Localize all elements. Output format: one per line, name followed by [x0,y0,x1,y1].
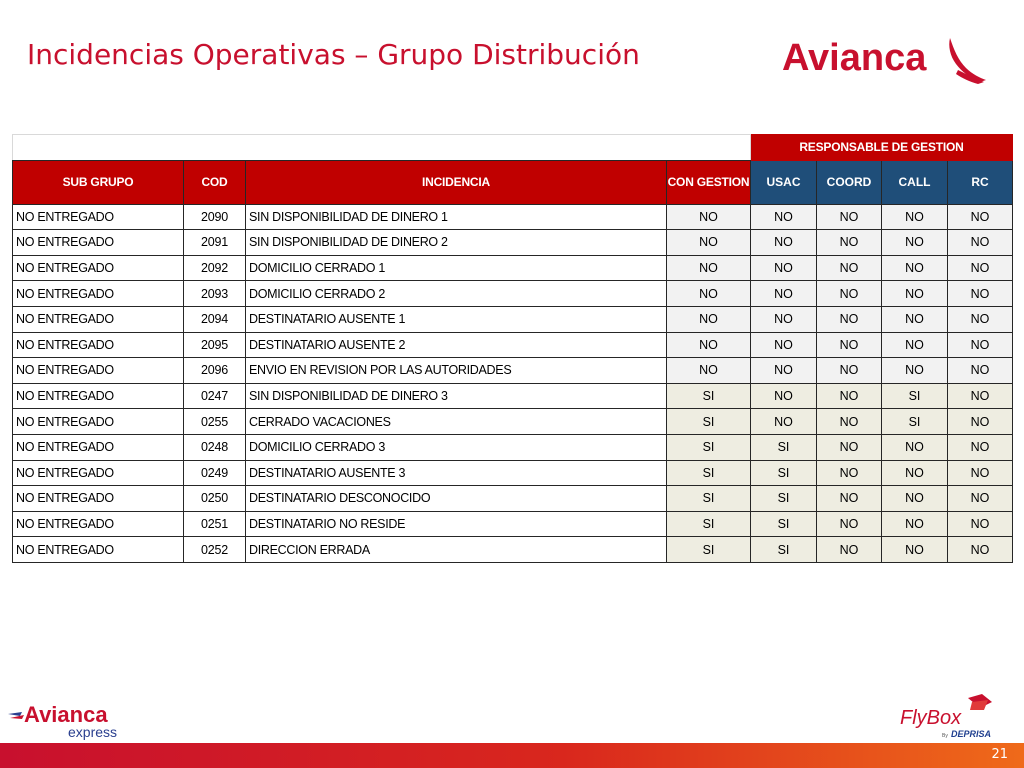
cell-incidencia: SIN DISPONIBILIDAD DE DINERO 3 [246,383,667,409]
cell-rc: NO [948,255,1013,281]
page-number: 21 [991,747,1008,762]
cell-con-gestion: NO [667,255,751,281]
cell-con-gestion: SI [667,383,751,409]
cell-sub-grupo: NO ENTREGADO [13,537,184,563]
cell-coord: NO [817,537,882,563]
cell-rc: NO [948,332,1013,358]
table-row [13,511,1013,537]
incidences-table-container [12,134,1013,563]
cell-call: NO [882,306,948,332]
cell-incidencia: CERRADO VACACIONES [246,409,667,435]
cell-sub-grupo: NO ENTREGADO [13,204,184,230]
express-wing-red-icon [10,715,24,719]
cell-usac: NO [751,204,817,230]
cell-con-gestion: NO [667,281,751,307]
cell-call: NO [882,332,948,358]
cell-rc: NO [948,460,1013,486]
cell-rc: NO [948,486,1013,512]
cell-coord: NO [817,511,882,537]
cell-usac: SI [751,434,817,460]
cell-coord: NO [817,460,882,486]
cell-con-gestion: SI [667,409,751,435]
avianca-express-logo [6,700,136,742]
footer-bar [0,743,1024,768]
cell-usac: NO [751,255,817,281]
cell-rc: NO [948,511,1013,537]
cell-call: NO [882,537,948,563]
deprisa-text: DEPRISA [951,729,992,739]
cell-usac: NO [751,409,817,435]
cell-rc: NO [948,306,1013,332]
column-header-row [13,160,1013,204]
group-header-row [13,135,1013,161]
cell-cod: 0255 [184,409,246,435]
col-header-sub-grupo: SUB GRUPO [13,160,184,204]
cell-sub-grupo: NO ENTREGADO [13,486,184,512]
cell-incidencia: DOMICILIO CERRADO 3 [246,434,667,460]
cell-usac: SI [751,486,817,512]
table-row [13,537,1013,563]
cell-sub-grupo: NO ENTREGADO [13,230,184,256]
cell-call: NO [882,281,948,307]
cell-call: SI [882,383,948,409]
cell-usac: NO [751,358,817,384]
express-wing-icon [8,712,22,716]
cell-coord: NO [817,306,882,332]
col-header-cod: COD [184,160,246,204]
col-header-coord: COORD [817,160,882,204]
cell-cod: 2095 [184,332,246,358]
cell-sub-grupo: NO ENTREGADO [13,358,184,384]
cell-sub-grupo: NO ENTREGADO [13,511,184,537]
cell-coord: NO [817,281,882,307]
incidences-table [12,134,1013,563]
table-row [13,460,1013,486]
cell-cod: 0249 [184,460,246,486]
cell-rc: NO [948,230,1013,256]
table-row [13,306,1013,332]
cell-sub-grupo: NO ENTREGADO [13,460,184,486]
cell-cod: 0250 [184,486,246,512]
cell-usac: NO [751,383,817,409]
cell-call: NO [882,358,948,384]
table-row [13,230,1013,256]
cell-cod: 2094 [184,306,246,332]
avianca-logo [780,30,990,88]
cell-cod: 2093 [184,281,246,307]
cell-cod: 2092 [184,255,246,281]
cell-coord: NO [817,486,882,512]
cell-sub-grupo: NO ENTREGADO [13,255,184,281]
cell-incidencia: DOMICILIO CERRADO 2 [246,281,667,307]
cell-sub-grupo: NO ENTREGADO [13,409,184,435]
cell-usac: SI [751,460,817,486]
cell-rc: NO [948,383,1013,409]
cell-con-gestion: NO [667,358,751,384]
cell-sub-grupo: NO ENTREGADO [13,332,184,358]
cell-coord: NO [817,358,882,384]
cell-incidencia: DOMICILIO CERRADO 1 [246,255,667,281]
avianca-express-main-text: Avianca [24,702,108,727]
table-row [13,358,1013,384]
cell-incidencia: DESTINATARIO AUSENTE 1 [246,306,667,332]
cell-coord: NO [817,255,882,281]
cell-rc: NO [948,204,1013,230]
cell-incidencia: ENVIO EN REVISION POR LAS AUTORIDADES [246,358,667,384]
table-row [13,255,1013,281]
table-body [13,204,1013,562]
cell-usac: NO [751,332,817,358]
cell-coord: NO [817,204,882,230]
cell-con-gestion: NO [667,306,751,332]
cell-coord: NO [817,383,882,409]
table-row [13,486,1013,512]
cell-call: NO [882,230,948,256]
cell-con-gestion: NO [667,332,751,358]
cell-coord: NO [817,332,882,358]
cell-cod: 2090 [184,204,246,230]
col-header-con-gestion: CON GESTION [667,160,751,204]
cell-call: NO [882,511,948,537]
cell-rc: NO [948,409,1013,435]
cell-con-gestion: SI [667,537,751,563]
col-header-rc: RC [948,160,1013,204]
cell-con-gestion: NO [667,230,751,256]
table-row [13,281,1013,307]
cell-sub-grupo: NO ENTREGADO [13,281,184,307]
cell-incidencia: DESTINATARIO AUSENTE 3 [246,460,667,486]
responsable-header: RESPONSABLE DE GESTION [751,135,1013,161]
cell-coord: NO [817,434,882,460]
flybox-by-text: By [942,733,948,739]
flybox-logo [896,692,996,742]
cell-call: NO [882,486,948,512]
cell-rc: NO [948,434,1013,460]
table-row [13,204,1013,230]
cell-usac: NO [751,281,817,307]
cell-incidencia: DESTINATARIO NO RESIDE [246,511,667,537]
cell-rc: NO [948,358,1013,384]
cell-sub-grupo: NO ENTREGADO [13,434,184,460]
avianca-express-sub-text: express [68,724,118,740]
cell-call: SI [882,409,948,435]
cell-call: NO [882,255,948,281]
cell-cod: 0251 [184,511,246,537]
cell-incidencia: SIN DISPONIBILIDAD DE DINERO 2 [246,230,667,256]
col-header-usac: USAC [751,160,817,204]
table-row [13,332,1013,358]
table-row [13,434,1013,460]
cell-rc: NO [948,537,1013,563]
cell-rc: NO [948,281,1013,307]
col-header-call: CALL [882,160,948,204]
cell-coord: NO [817,230,882,256]
cell-con-gestion: SI [667,434,751,460]
cell-sub-grupo: NO ENTREGADO [13,306,184,332]
cell-incidencia: SIN DISPONIBILIDAD DE DINERO 1 [246,204,667,230]
cell-usac: NO [751,230,817,256]
cell-incidencia: DESTINATARIO AUSENTE 2 [246,332,667,358]
cell-sub-grupo: NO ENTREGADO [13,383,184,409]
cell-incidencia: DESTINATARIO DESCONOCIDO [246,486,667,512]
cell-cod: 0252 [184,537,246,563]
cell-cod: 0248 [184,434,246,460]
cell-coord: NO [817,409,882,435]
table-row [13,383,1013,409]
cell-usac: SI [751,511,817,537]
cell-usac: NO [751,306,817,332]
cell-con-gestion: NO [667,204,751,230]
cell-call: NO [882,204,948,230]
avianca-logo-text: Avianca [782,37,927,79]
cell-cod: 2091 [184,230,246,256]
cell-cod: 0247 [184,383,246,409]
cell-call: NO [882,434,948,460]
slide-title: Incidencias Operativas – Grupo Distribución [27,38,640,71]
cell-incidencia: DIRECCION ERRADA [246,537,667,563]
cell-con-gestion: SI [667,460,751,486]
cell-con-gestion: SI [667,511,751,537]
cell-usac: SI [751,537,817,563]
flybox-main-text: FlyBox [900,707,962,729]
col-header-incidencia: INCIDENCIA [246,160,667,204]
table-row [13,409,1013,435]
cell-cod: 2096 [184,358,246,384]
blank-header-cell [13,135,751,161]
cell-call: NO [882,460,948,486]
cell-con-gestion: SI [667,486,751,512]
